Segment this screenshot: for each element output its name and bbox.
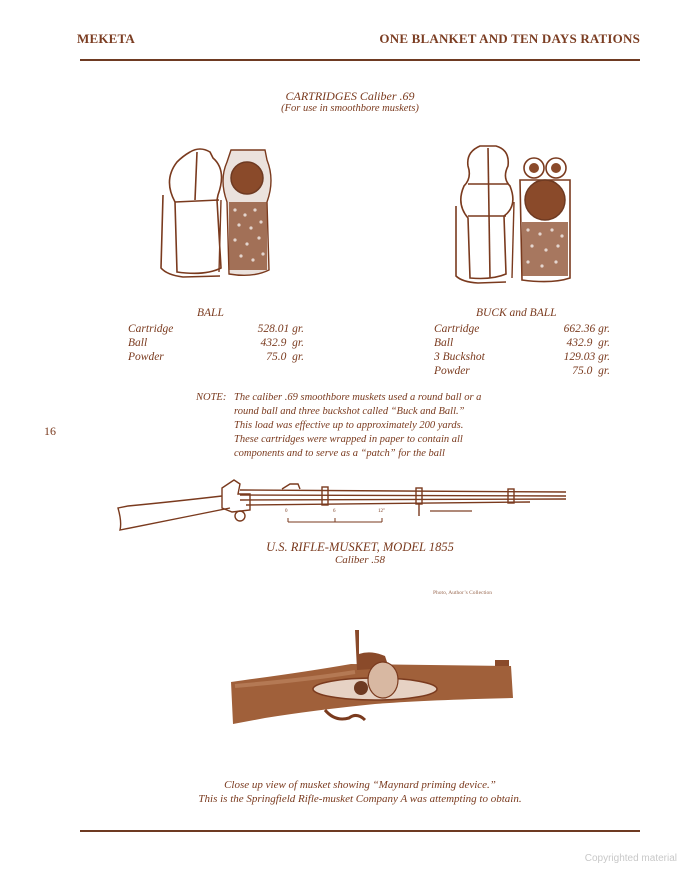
row-label: Ball bbox=[434, 337, 454, 349]
table-row bbox=[128, 350, 304, 364]
table-row bbox=[434, 350, 610, 364]
row-label: Ball bbox=[128, 337, 148, 349]
cartridges-title: CARTRIDGES Caliber .69 bbox=[285, 89, 415, 103]
scale-label: 6 bbox=[333, 509, 336, 514]
row-label: 3 Buckshot bbox=[434, 351, 485, 363]
photo-caption-line-2: This is the Springfield Rifle-musket Company A was attempting to obtain. bbox=[198, 793, 522, 805]
row-label: Cartridge bbox=[128, 323, 174, 335]
buck-and-ball-cartridge-illustration bbox=[452, 138, 582, 288]
photo-credit: Photo, Author’s Collection bbox=[433, 590, 493, 596]
ball-table bbox=[128, 322, 304, 364]
table-row bbox=[434, 336, 610, 350]
running-head-author: MEKETA bbox=[77, 31, 136, 46]
table-row bbox=[128, 322, 304, 336]
rifle-musket-drawing bbox=[110, 472, 572, 532]
musket-lock-closeup-photo bbox=[225, 620, 517, 728]
note-line: These cartridges were wrapped in paper to contain all bbox=[234, 434, 463, 445]
ball-heading: BALL bbox=[197, 307, 224, 319]
row-label: Powder bbox=[434, 365, 470, 377]
row-value: 75.0 gr. bbox=[266, 351, 304, 363]
row-value: 129.03 gr. bbox=[563, 351, 610, 363]
running-head-title: ONE BLANKET AND TEN DAYS RATIONS bbox=[379, 31, 640, 46]
cartridges-subtitle: (For use in smoothbore muskets) bbox=[281, 103, 419, 114]
header-rule bbox=[80, 59, 640, 61]
rifle-caliber: Caliber .58 bbox=[334, 554, 386, 566]
note-text bbox=[234, 391, 524, 461]
note-line: components and to serve as a “patch” for the ball bbox=[234, 448, 445, 459]
buck-and-ball-table bbox=[434, 322, 610, 378]
note-line: The caliber .69 smoothbore muskets used a round ball or a bbox=[234, 392, 482, 403]
row-value: 432.9 gr. bbox=[260, 337, 304, 349]
row-label: Cartridge bbox=[434, 323, 480, 335]
table-row bbox=[128, 336, 304, 350]
footer-rule bbox=[80, 830, 640, 832]
note-line: round ball and three buckshot called “Buck and Ball.” bbox=[234, 406, 465, 417]
note-label: NOTE: bbox=[196, 392, 227, 403]
photo-caption-line-1: Close up view of musket showing “Maynard priming device.” bbox=[224, 779, 496, 791]
table-row bbox=[434, 322, 610, 336]
row-label: Powder bbox=[128, 351, 164, 363]
scale-label: 0 bbox=[285, 509, 288, 514]
note-line: This load was effective up to approximately 200 yards. bbox=[234, 420, 464, 431]
row-value: 432.9 gr. bbox=[566, 337, 610, 349]
rifle-title: U.S. RIFLE-MUSKET, MODEL 1855 bbox=[266, 540, 454, 554]
row-value: 528.01 gr. bbox=[257, 323, 304, 335]
table-row bbox=[434, 364, 610, 378]
copyright-watermark: Copyrighted material bbox=[584, 853, 677, 864]
row-value: 75.0 gr. bbox=[572, 365, 610, 377]
scale-label: 12″ bbox=[378, 509, 386, 514]
page-number: 16 bbox=[44, 424, 56, 438]
ball-cartridge-illustration bbox=[155, 140, 285, 285]
buck-and-ball-heading: BUCK and BALL bbox=[476, 307, 557, 319]
row-value: 662.36 gr. bbox=[563, 323, 610, 335]
